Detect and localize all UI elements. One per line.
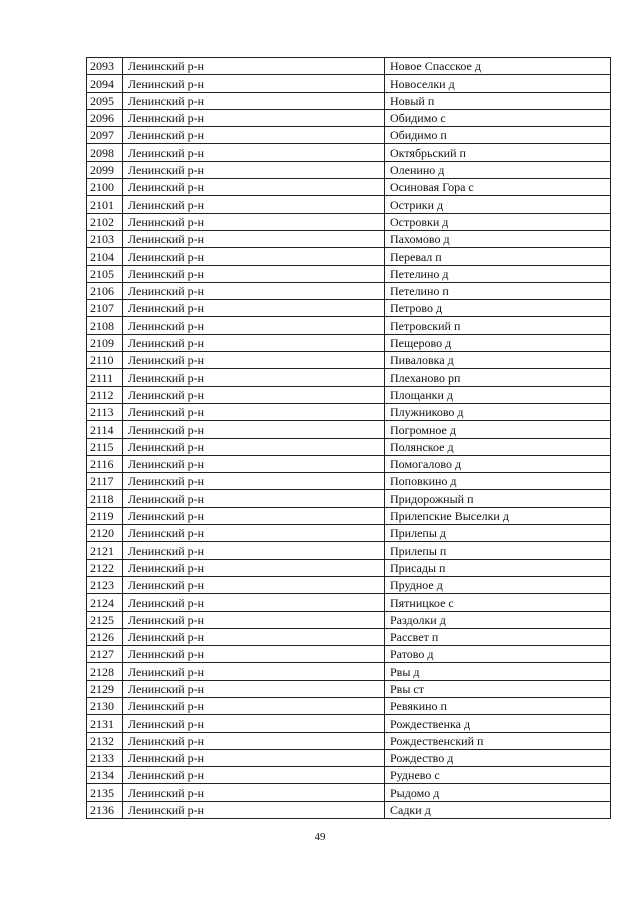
settlement-cell: Прудное д bbox=[385, 576, 611, 593]
table-row bbox=[87, 559, 611, 576]
table-row bbox=[87, 646, 611, 663]
row-number-cell: 2099 bbox=[87, 161, 123, 178]
settlement-cell: Островки д bbox=[385, 213, 611, 230]
settlement-cell: Рождество д bbox=[385, 749, 611, 766]
district-cell: Ленинский р-н bbox=[123, 697, 385, 714]
table-row bbox=[87, 421, 611, 438]
district-cell: Ленинский р-н bbox=[123, 300, 385, 317]
row-number-cell: 2097 bbox=[87, 127, 123, 144]
table-row bbox=[87, 144, 611, 161]
row-number-cell: 2111 bbox=[87, 369, 123, 386]
district-cell: Ленинский р-н bbox=[123, 109, 385, 126]
table-row bbox=[87, 334, 611, 351]
table-row bbox=[87, 663, 611, 680]
settlement-cell: Рвы д bbox=[385, 663, 611, 680]
district-cell: Ленинский р-н bbox=[123, 507, 385, 524]
district-cell: Ленинский р-н bbox=[123, 767, 385, 784]
settlement-cell: Обидимо с bbox=[385, 109, 611, 126]
district-cell: Ленинский р-н bbox=[123, 732, 385, 749]
row-number-cell: 2109 bbox=[87, 334, 123, 351]
row-number-cell: 2108 bbox=[87, 317, 123, 334]
table-row bbox=[87, 196, 611, 213]
table-row bbox=[87, 473, 611, 490]
settlement-cell: Петелино п bbox=[385, 282, 611, 299]
settlement-cell: Плеханово рп bbox=[385, 369, 611, 386]
settlement-cell: Перевал п bbox=[385, 248, 611, 265]
district-cell: Ленинский р-н bbox=[123, 542, 385, 559]
row-number-cell: 2110 bbox=[87, 352, 123, 369]
row-number-cell: 2119 bbox=[87, 507, 123, 524]
district-cell: Ленинский р-н bbox=[123, 282, 385, 299]
table-row bbox=[87, 127, 611, 144]
settlement-cell: Пятницкое с bbox=[385, 594, 611, 611]
table-row bbox=[87, 576, 611, 593]
settlement-cell: Пахомово д bbox=[385, 230, 611, 247]
district-cell: Ленинский р-н bbox=[123, 628, 385, 645]
table-row bbox=[87, 594, 611, 611]
row-number-cell: 2093 bbox=[87, 58, 123, 75]
row-number-cell: 2118 bbox=[87, 490, 123, 507]
settlement-cell: Присады п bbox=[385, 559, 611, 576]
row-number-cell: 2105 bbox=[87, 265, 123, 282]
settlement-cell: Петровский п bbox=[385, 317, 611, 334]
table-body bbox=[87, 58, 611, 819]
row-number-cell: 2098 bbox=[87, 144, 123, 161]
row-number-cell: 2130 bbox=[87, 697, 123, 714]
table-row bbox=[87, 300, 611, 317]
settlement-cell: Погромное д bbox=[385, 421, 611, 438]
registry-table bbox=[86, 57, 611, 819]
table-row bbox=[87, 265, 611, 282]
table-row bbox=[87, 507, 611, 524]
row-number-cell: 2096 bbox=[87, 109, 123, 126]
row-number-cell: 2094 bbox=[87, 75, 123, 92]
table-row bbox=[87, 697, 611, 714]
table-row bbox=[87, 317, 611, 334]
row-number-cell: 2128 bbox=[87, 663, 123, 680]
district-cell: Ленинский р-н bbox=[123, 576, 385, 593]
district-cell: Ленинский р-н bbox=[123, 801, 385, 818]
table-row bbox=[87, 438, 611, 455]
row-number-cell: 2103 bbox=[87, 230, 123, 247]
district-cell: Ленинский р-н bbox=[123, 127, 385, 144]
district-cell: Ленинский р-н bbox=[123, 334, 385, 351]
settlement-cell: Рождественский п bbox=[385, 732, 611, 749]
district-cell: Ленинский р-н bbox=[123, 784, 385, 801]
district-cell: Ленинский р-н bbox=[123, 179, 385, 196]
table-row bbox=[87, 369, 611, 386]
district-cell: Ленинский р-н bbox=[123, 663, 385, 680]
district-cell: Ленинский р-н bbox=[123, 403, 385, 420]
settlement-cell: Петрово д bbox=[385, 300, 611, 317]
settlement-cell: Ратово д bbox=[385, 646, 611, 663]
district-cell: Ленинский р-н bbox=[123, 473, 385, 490]
district-cell: Ленинский р-н bbox=[123, 455, 385, 472]
row-number-cell: 2122 bbox=[87, 559, 123, 576]
district-cell: Ленинский р-н bbox=[123, 369, 385, 386]
settlement-cell: Прилепские Выселки д bbox=[385, 507, 611, 524]
row-number-cell: 2112 bbox=[87, 386, 123, 403]
table-row bbox=[87, 179, 611, 196]
row-number-cell: 2123 bbox=[87, 576, 123, 593]
settlement-cell: Прилепы д bbox=[385, 525, 611, 542]
row-number-cell: 2136 bbox=[87, 801, 123, 818]
district-cell: Ленинский р-н bbox=[123, 265, 385, 282]
district-cell: Ленинский р-н bbox=[123, 230, 385, 247]
table-row bbox=[87, 732, 611, 749]
table-row bbox=[87, 455, 611, 472]
settlement-cell: Октябрьский п bbox=[385, 144, 611, 161]
district-cell: Ленинский р-н bbox=[123, 611, 385, 628]
district-cell: Ленинский р-н bbox=[123, 421, 385, 438]
table-row bbox=[87, 767, 611, 784]
row-number-cell: 2132 bbox=[87, 732, 123, 749]
settlement-cell: Пещерово д bbox=[385, 334, 611, 351]
table-row bbox=[87, 801, 611, 818]
table-row bbox=[87, 161, 611, 178]
row-number-cell: 2104 bbox=[87, 248, 123, 265]
district-cell: Ленинский р-н bbox=[123, 317, 385, 334]
table-row bbox=[87, 749, 611, 766]
settlement-cell: Садки д bbox=[385, 801, 611, 818]
table-row bbox=[87, 680, 611, 697]
district-cell: Ленинский р-н bbox=[123, 144, 385, 161]
table-row bbox=[87, 213, 611, 230]
settlement-cell: Пиваловка д bbox=[385, 352, 611, 369]
district-cell: Ленинский р-н bbox=[123, 92, 385, 109]
settlement-cell: Раздолки д bbox=[385, 611, 611, 628]
row-number-cell: 2101 bbox=[87, 196, 123, 213]
settlement-cell: Оленино д bbox=[385, 161, 611, 178]
row-number-cell: 2131 bbox=[87, 715, 123, 732]
district-cell: Ленинский р-н bbox=[123, 352, 385, 369]
row-number-cell: 2100 bbox=[87, 179, 123, 196]
row-number-cell: 2115 bbox=[87, 438, 123, 455]
table-row bbox=[87, 58, 611, 75]
row-number-cell: 2120 bbox=[87, 525, 123, 542]
district-cell: Ленинский р-н bbox=[123, 438, 385, 455]
table-row bbox=[87, 403, 611, 420]
table-row bbox=[87, 248, 611, 265]
district-cell: Ленинский р-н bbox=[123, 490, 385, 507]
table-row bbox=[87, 282, 611, 299]
district-cell: Ленинский р-н bbox=[123, 680, 385, 697]
table-row bbox=[87, 352, 611, 369]
table-row bbox=[87, 628, 611, 645]
table-row bbox=[87, 611, 611, 628]
row-number-cell: 2129 bbox=[87, 680, 123, 697]
settlement-cell: Рассвет п bbox=[385, 628, 611, 645]
district-cell: Ленинский р-н bbox=[123, 213, 385, 230]
table-row bbox=[87, 490, 611, 507]
district-cell: Ленинский р-н bbox=[123, 75, 385, 92]
district-cell: Ленинский р-н bbox=[123, 525, 385, 542]
table-row bbox=[87, 75, 611, 92]
row-number-cell: 2127 bbox=[87, 646, 123, 663]
table-row bbox=[87, 230, 611, 247]
district-cell: Ленинский р-н bbox=[123, 386, 385, 403]
settlement-cell: Петелино д bbox=[385, 265, 611, 282]
table-row bbox=[87, 525, 611, 542]
row-number-cell: 2126 bbox=[87, 628, 123, 645]
settlement-cell: Новоселки д bbox=[385, 75, 611, 92]
table-row bbox=[87, 542, 611, 559]
table-row bbox=[87, 386, 611, 403]
row-number-cell: 2107 bbox=[87, 300, 123, 317]
district-cell: Ленинский р-н bbox=[123, 559, 385, 576]
row-number-cell: 2113 bbox=[87, 403, 123, 420]
row-number-cell: 2133 bbox=[87, 749, 123, 766]
settlement-cell: Новое Спасское д bbox=[385, 58, 611, 75]
settlement-cell: Руднево с bbox=[385, 767, 611, 784]
settlement-cell: Обидимо п bbox=[385, 127, 611, 144]
settlement-cell: Рождественка д bbox=[385, 715, 611, 732]
row-number-cell: 2106 bbox=[87, 282, 123, 299]
settlement-cell: Помогалово д bbox=[385, 455, 611, 472]
row-number-cell: 2095 bbox=[87, 92, 123, 109]
row-number-cell: 2117 bbox=[87, 473, 123, 490]
settlement-cell: Плужниково д bbox=[385, 403, 611, 420]
table-row bbox=[87, 715, 611, 732]
row-number-cell: 2102 bbox=[87, 213, 123, 230]
row-number-cell: 2124 bbox=[87, 594, 123, 611]
settlement-cell: Прилепы п bbox=[385, 542, 611, 559]
page-number: 49 bbox=[314, 831, 326, 843]
district-cell: Ленинский р-н bbox=[123, 646, 385, 663]
district-cell: Ленинский р-н bbox=[123, 749, 385, 766]
district-cell: Ленинский р-н bbox=[123, 594, 385, 611]
settlement-cell: Рвы ст bbox=[385, 680, 611, 697]
row-number-cell: 2134 bbox=[87, 767, 123, 784]
district-cell: Ленинский р-н bbox=[123, 58, 385, 75]
table-row bbox=[87, 784, 611, 801]
settlement-cell: Полянское д bbox=[385, 438, 611, 455]
settlement-cell: Осиновая Гора с bbox=[385, 179, 611, 196]
settlement-cell: Поповкино д bbox=[385, 473, 611, 490]
row-number-cell: 2125 bbox=[87, 611, 123, 628]
settlement-cell: Ревякино п bbox=[385, 697, 611, 714]
settlement-cell: Придорожный п bbox=[385, 490, 611, 507]
settlement-cell: Острики д bbox=[385, 196, 611, 213]
settlement-cell: Площанки д bbox=[385, 386, 611, 403]
row-number-cell: 2121 bbox=[87, 542, 123, 559]
district-cell: Ленинский р-н bbox=[123, 715, 385, 732]
table-row bbox=[87, 109, 611, 126]
settlement-cell: Рыдомо д bbox=[385, 784, 611, 801]
row-number-cell: 2135 bbox=[87, 784, 123, 801]
district-cell: Ленинский р-н bbox=[123, 248, 385, 265]
table-row bbox=[87, 92, 611, 109]
row-number-cell: 2116 bbox=[87, 455, 123, 472]
settlement-cell: Новый п bbox=[385, 92, 611, 109]
district-cell: Ленинский р-н bbox=[123, 196, 385, 213]
district-cell: Ленинский р-н bbox=[123, 161, 385, 178]
row-number-cell: 2114 bbox=[87, 421, 123, 438]
